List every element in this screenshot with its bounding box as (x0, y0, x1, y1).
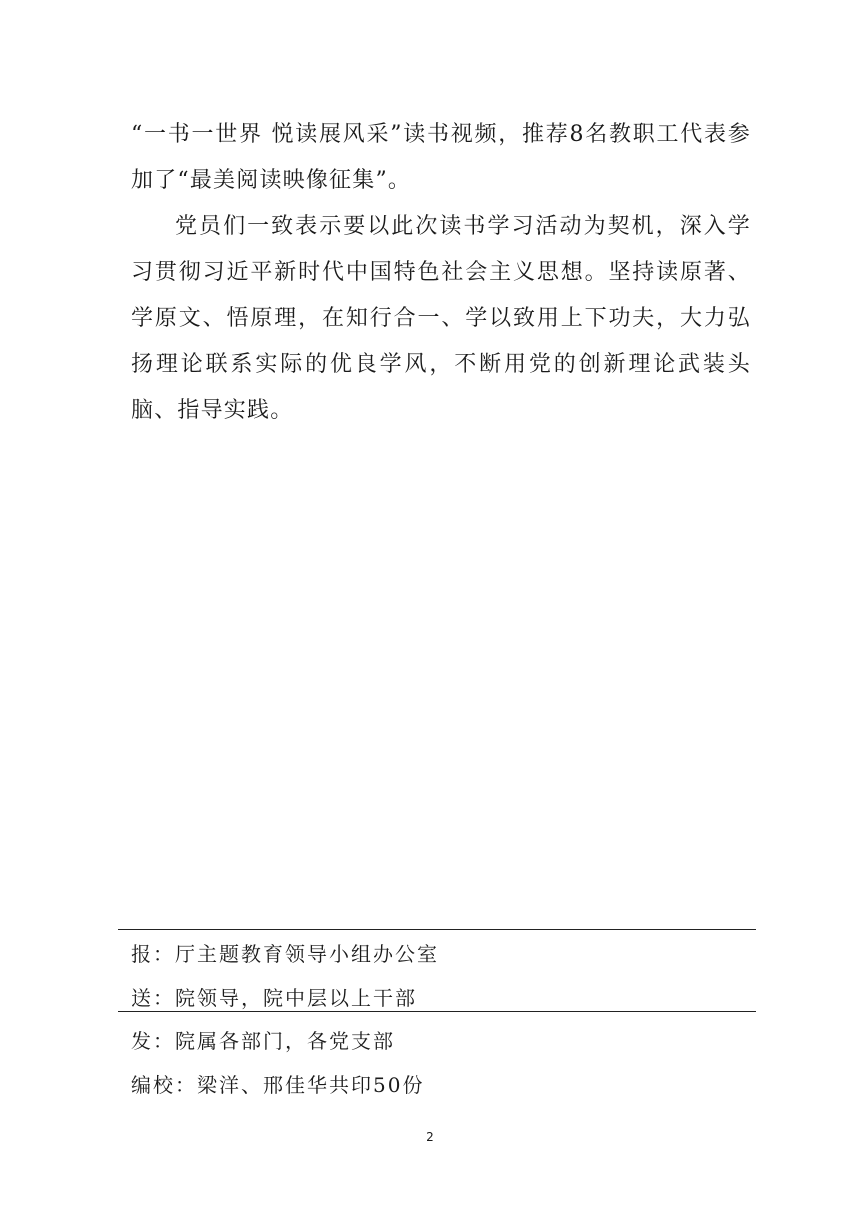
document-body (131, 112, 751, 434)
footer-distribute-to: 发：院属各部门，各党支部 (131, 1029, 395, 1053)
paragraph-continuation: “一书一世界 悦读展风采”读书视频，推荐8名教职工代表参加了“最美阅读映像征集”。 (131, 122, 751, 193)
paragraph-party-members: 党员们一致表示要以此次读书学习活动为契机，深入学习贯彻习近平新时代中国特色社会主义思想。坚持读原著、学原文、悟原理，在知行合一、学以致用上下功夫，大力弘扬理论联系实际的优良学风，不断用党的创新理论武装头脑、指导实践。 (131, 214, 751, 423)
footer-send-to: 送：院领导，院中层以上干部 (131, 986, 417, 1010)
footer-editor: 编校：梁洋、邢佳华共印50份 (131, 1073, 425, 1097)
footer-report-to: 报：厅主题教育领导小组办公室 (131, 942, 439, 966)
footer-top-rule (118, 929, 756, 930)
footer-middle-rule (118, 1011, 756, 1012)
page-number: 2 (426, 1130, 434, 1144)
